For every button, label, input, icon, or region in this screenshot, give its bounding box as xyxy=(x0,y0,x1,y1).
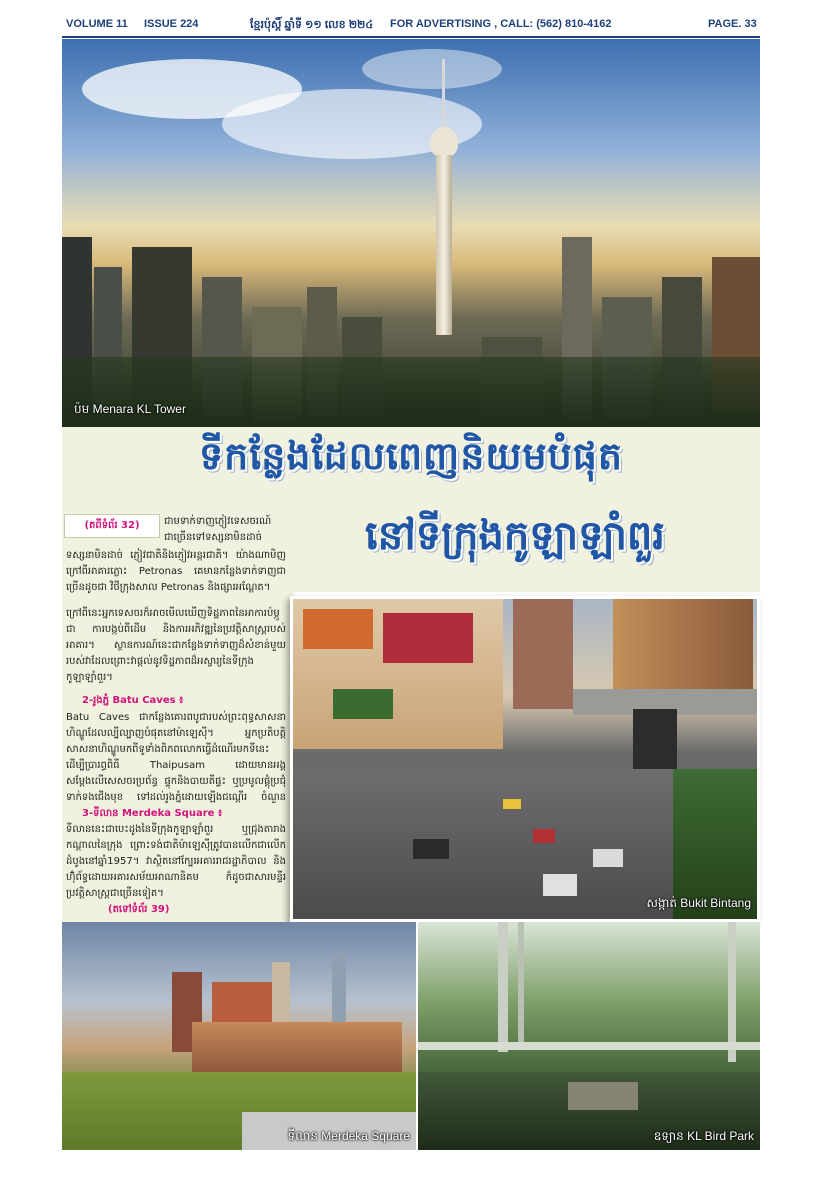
merdeka-square-photo xyxy=(62,922,416,1150)
khmer-date-label: ខ្មែរប៉ុស្ដិ៍ ឆ្នាំទី ១១ លេខ ២២៤ xyxy=(250,19,374,31)
advertising-label: FOR ADVERTISING , CALL: (562) 810-4162 xyxy=(390,18,612,30)
merdeka-square-caption: ទីលាន Merdeka Square xyxy=(287,1129,410,1143)
article-paragraph-4: ទីលាននេះជាបេះដូងនៃទីក្រុងកូឡាឡាំពួរ ឬជ្រុងតារាងកណ្ដាលនៃក្រុង ព្រោះទង់ជាតិម៉ាឡេស៊ីត្រូវបានលើកជាលើកដំបូងនៅឆ្នាំ1957។ វាស្ថិតនៅក្បែរអគាររាជរដ្ឋាភិបាល និងហ៊ុំព័ទ្ធដោយអគារសម័យអាណានិគម ក៏ដូចជាសារមន្ទីរប្រវត្តិសាស្ត្រជាច្រើនទៀត។ xyxy=(66,824,286,899)
header-rule xyxy=(62,36,760,38)
bukit-bintang-caption: សង្កាត់ Bukit Bintang xyxy=(646,896,751,910)
article-intro-continued: ទស្សនាមិនដាច់ ភ្ញៀវជាតិនិងភ្ញៀវអន្តរជាតិ។ យ៉ាងណាមិញក្រៅពីអាគារភ្លោះ Petronas គេមានកន្លែងទាក់ទាញជាច្រើនដូចជា វិថីក្រុងសាល Petronas និងផ្សារអណ្ដែត។ xyxy=(66,550,286,593)
continued-to-label: (តទៅទំព័រ 39) xyxy=(108,904,170,915)
kl-bird-park-photo xyxy=(418,922,760,1150)
page-header xyxy=(62,14,760,36)
article-intro-lead: ជាមទាក់ទាញភ្ញៀវទេសចរណ៍ជាច្រើនទៅទស្សនាមិនដាច់ xyxy=(164,516,272,543)
page-number: PAGE. 33 xyxy=(708,18,757,30)
bukit-bintang-photo xyxy=(290,596,760,922)
article-paragraph-3: Batu Caves ជាកន្លែងគោរពបូជារបស់ព្រះពុទ្ធសាសនាហិណ្ឌូដែលល្បីល្បាញបំផុតនៅម៉ាឡេស៊ី។ អ្នកប្រតិបត្តិសាសនាហិណ្ឌូមកពីទូទាំងពិភពលោកធ្វើដំណើរមកទីនេះដើម្បីប្រារព្ធពិធី Thaipusam ដោយមានអង្គសម្ដែងលើសេសចរប្រព័ន្ធ ផ្ទុកនិងបាយតីផ្ទះ ឬប្រមូលផ្ដុំប្រជុំទាក់ទងជើងមុខ ទៅដល់រូងភ្នំដោយឡើងជណ្ដើរ ចំណួន xyxy=(66,712,286,803)
subheading-batu-caves: 2-រូងភ្នំ Batu Caves ៖ xyxy=(82,695,184,706)
article-paragraph-2: ក្រៅពីនេះអ្នកទេសចរក៏អាចមើលឃើញទិដ្ឋភាពនៃអាការប៉ម្ភូជា ការបង្កប់ពីដើម និងការអភិវឌ្ឍនៃប្រវត្តិសាស្ត្ររបស់អាគារ។ ស្ថានការណ៍នេះជាកន្លែងទាក់ទាញដ៏សំខាន់មួយរបស់វាដែលព្រោះវាផ្ដល់នូវទិដ្ឋភាពដ៏អស្ចារ្យនៃទីក្រុងកូឡាឡាំពួរ។ xyxy=(66,608,286,683)
headline-line-1: ទីកន្លែងដែលពេញនិយមបំផុត xyxy=(198,434,624,478)
subheading-merdeka-square: 3-ទីលាន Merdeka Square ៖ xyxy=(82,808,223,819)
continued-from-label: (តពីទំព័រ 32) xyxy=(64,514,160,538)
issue-label: ISSUE 224 xyxy=(144,18,199,30)
menara-kl-tower-caption: ប៉ម Menara KL Tower xyxy=(74,402,186,416)
menara-kl-tower-photo xyxy=(62,39,760,427)
volume-label: VOLUME 11 xyxy=(66,18,128,30)
kl-bird-park-caption: ឧទ្យាន KL Bird Park xyxy=(653,1129,754,1143)
headline-line-2: នៅទីក្រុងកូឡាឡាំពួរ xyxy=(365,513,665,559)
